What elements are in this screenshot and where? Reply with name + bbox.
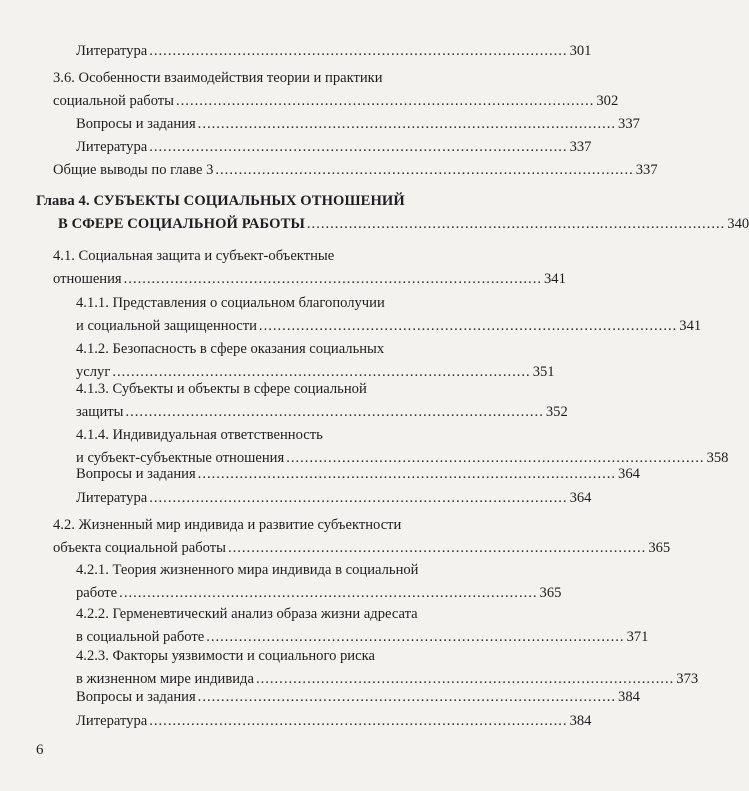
toc-entry-4-2 — [53, 514, 671, 560]
toc-entry-title-line2: и субъект-субъектные отношения — [76, 450, 285, 466]
toc-entry-questions-3-6 — [76, 113, 640, 136]
toc-entry-4-2-1 — [76, 559, 562, 605]
toc-chapter-title-line1: Глава 4. СУБЪЕКТЫ СОЦИАЛЬНЫХ ОТНОШЕНИЙ — [36, 193, 405, 209]
leader-dots: .......................................................................................... — [112, 364, 531, 380]
toc-entry-title: Общие выводы по главе 3 — [53, 162, 214, 178]
leader-dots: .......................................................................................... — [176, 93, 595, 109]
toc-page-number: 365 — [539, 585, 562, 601]
leader-dots: .......................................................................................... — [215, 162, 634, 178]
toc-entry-literature-3-6 — [76, 136, 592, 159]
toc-entry-questions-4-1 — [76, 463, 640, 486]
toc-page-number: 384 — [618, 689, 640, 705]
toc-entry-conclusions-3 — [53, 159, 658, 182]
leader-dots: .......................................................................................... — [149, 139, 568, 155]
toc-entry-title-line1: 4.1.1. Представления о социальном благополучии — [76, 295, 385, 311]
leader-dots: .......................................................................................... — [206, 629, 625, 645]
toc-entry-title: Вопросы и задания — [76, 116, 196, 132]
toc-page-number: 351 — [532, 364, 555, 380]
toc-entry-title-line1: 4.2. Жизненный мир индивида и развитие субъектности — [53, 517, 402, 533]
toc-entry-chapter-4 — [36, 190, 749, 236]
toc-entry-title-line1: 4.2.3. Факторы уязвимости и социального риска — [76, 648, 375, 664]
toc-entry-title-line2: объекта социальной работы — [53, 540, 226, 556]
toc-page-number: 341 — [544, 271, 566, 287]
toc-entry-4-1-1 — [76, 292, 702, 338]
toc-entry-title-line2: защиты — [76, 404, 124, 420]
toc-entry-title: Вопросы и задания — [76, 689, 196, 705]
toc-entry-title-line1: 4.2.2. Герменевтический анализ образа жизни адресата — [76, 606, 418, 622]
toc-entry-title-line2: работе — [76, 585, 118, 601]
toc-page-number: 364 — [618, 466, 640, 482]
leader-dots: .......................................................................................... — [125, 404, 544, 420]
toc-entry-title-line1: 4.1. Социальная защита и субъект-объектные — [53, 248, 335, 264]
toc-entry-title-line1: 4.1.4. Индивидуальная ответственность — [76, 427, 323, 443]
toc-entry-4-1-3 — [76, 378, 568, 424]
toc-page-number: 337 — [618, 116, 640, 132]
toc-entry-title-line1: 4.2.1. Теория жизненного мира индивида в социальной — [76, 562, 419, 578]
leader-dots: .......................................................................................... — [123, 271, 542, 287]
toc-page-number: 302 — [596, 93, 619, 109]
leader-dots: .......................................................................................... — [197, 116, 617, 132]
toc-entry-literature-3-5 — [76, 40, 592, 63]
toc-entry-title-line1: 4.1.2. Безопасность в сфере оказания социальных — [76, 341, 385, 357]
toc-entry-title: Литература — [76, 43, 148, 59]
leader-dots: .......................................................................................... — [258, 318, 678, 334]
toc-entry-title-line1: 4.1.3. Субъекты и объекты в сфере социальной — [76, 381, 367, 397]
leader-dots: .......................................................................................... — [149, 713, 568, 729]
leader-dots: .......................................................................................... — [286, 450, 705, 466]
toc-entry-3-6 — [53, 67, 619, 113]
toc-entry-title: Литература — [76, 490, 148, 506]
toc-entry-literature-4-2 — [76, 710, 592, 733]
toc-page-number: 358 — [706, 450, 729, 466]
toc-page-number: 352 — [545, 404, 568, 420]
leader-dots: .......................................................................................... — [119, 585, 538, 601]
toc-entry-title-line2: услуг — [76, 364, 111, 380]
toc-page-number: 340 — [727, 216, 749, 232]
toc-entry-questions-4-2 — [76, 686, 640, 709]
leader-dots: .......................................................................................... — [255, 671, 675, 687]
toc-page-number: 341 — [679, 318, 702, 334]
toc-entry-4-1 — [53, 245, 566, 291]
leader-dots: .......................................................................................... — [149, 490, 568, 506]
toc-page-number: 365 — [648, 540, 671, 556]
toc-entry-title-line1: 3.6. Особенности взаимодействия теории и практики — [53, 70, 383, 86]
toc-entry-title-line2: в жизненном мире индивида — [76, 671, 254, 687]
toc-entry-title: Литература — [76, 713, 148, 729]
toc-page-number: 337 — [569, 139, 592, 155]
toc-page-number: 373 — [676, 671, 699, 687]
toc-entry-title-line2: отношения — [53, 271, 122, 287]
toc-page-number: 337 — [635, 162, 658, 178]
toc-entry-title-line2: в социальной работе — [76, 629, 205, 645]
toc-page-number: 384 — [569, 713, 592, 729]
toc-entry-4-2-2 — [76, 603, 649, 649]
toc-entry-literature-4-1 — [76, 487, 592, 510]
toc-page-number: 364 — [569, 490, 592, 506]
page-number: 6 — [36, 742, 44, 758]
leader-dots: .......................................................................................... — [149, 43, 568, 59]
toc-entry-title: Литература — [76, 139, 148, 155]
leader-dots: .......................................................................................... — [306, 216, 726, 232]
toc-entry-title: Вопросы и задания — [76, 466, 196, 482]
leader-dots: .......................................................................................... — [197, 689, 617, 705]
leader-dots: .......................................................................................... — [227, 540, 647, 556]
toc-page-number: 301 — [569, 43, 592, 59]
toc-entry-title-line2: социальной работы — [53, 93, 174, 109]
leader-dots: .......................................................................................... — [197, 466, 617, 482]
toc-entry-4-2-3 — [76, 645, 699, 691]
toc-entry-title-line2: и социальной защищенности — [76, 318, 257, 334]
toc-chapter-title-line2: В СФЕРЕ СОЦИАЛЬНОЙ РАБОТЫ — [58, 216, 305, 232]
toc-page-number: 371 — [626, 629, 649, 645]
